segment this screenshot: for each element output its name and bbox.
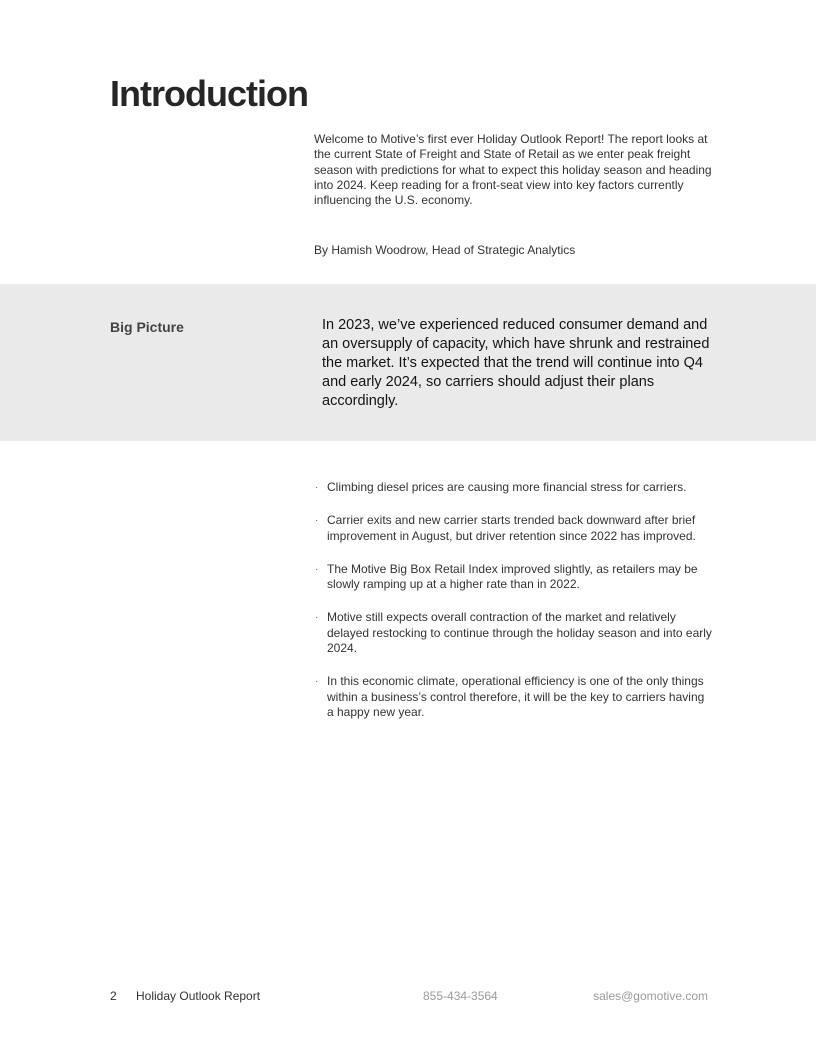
big-picture-label: Big Picture <box>110 319 184 335</box>
list-item-text: Motive still expects overall contraction of the market and relatively delayed restocking to continue through the holiday season and into early 2024. <box>327 610 712 656</box>
big-picture-summary: In 2023, we’ve experienced reduced consumer demand and an oversupply of capacity, which have shrunk and restrained the market. It’s expected that the trend will continue into Q4 and early 2024, so carriers should adjust their plans accordingly. <box>322 317 710 409</box>
footer-report-name: Holiday Outlook Report <box>136 989 261 1003</box>
list-item-text: In this economic climate, operational efficiency is one of the only things within a business’s control therefore, it will be the key to carriers having a happy new year. <box>327 674 705 719</box>
bullet-dot-icon: · <box>315 482 319 493</box>
bullet-dot-icon: · <box>315 612 319 624</box>
page-footer <box>110 988 708 1006</box>
list-item <box>314 610 714 656</box>
list-item-text: Climbing diesel prices are causing more financial stress for carriers. <box>327 480 687 494</box>
footer-email-link[interactable]: sales@gomotive.com <box>593 989 708 1003</box>
author-byline: By Hamish Woodrow, Head of Strategic Analytics <box>314 243 576 257</box>
page-title: Introduction <box>110 73 308 114</box>
intro-paragraph: Welcome to Motive’s first ever Holiday Outlook Report! The report looks at the current State of Freight and State of Retail as we enter peak freight season with predictions for what to expect this holiday season and heading into 2024. Keep reading for a front-seat view into key factors currently influencing the U.S. economy. <box>314 132 712 208</box>
list-item-text: The Motive Big Box Retail Index improved slightly, as retailers may be slowly ramping up at a higher rate than in 2022. <box>327 561 698 592</box>
bullet-dot-icon: · <box>315 515 319 527</box>
list-item <box>314 513 714 544</box>
list-item <box>314 480 714 495</box>
list-item <box>314 674 714 720</box>
bullet-dot-icon: · <box>315 563 319 575</box>
footer-phone-link[interactable]: 855-434-3564 <box>423 989 498 1003</box>
list-item <box>314 562 714 593</box>
footer-page-number: 2 <box>110 989 117 1003</box>
list-item-text: Carrier exits and new carrier starts trended back downward after brief improvement in August, but driver retention since 2022 has improved. <box>327 513 696 543</box>
bullet-dot-icon: · <box>315 676 319 688</box>
key-points-list <box>314 480 714 738</box>
